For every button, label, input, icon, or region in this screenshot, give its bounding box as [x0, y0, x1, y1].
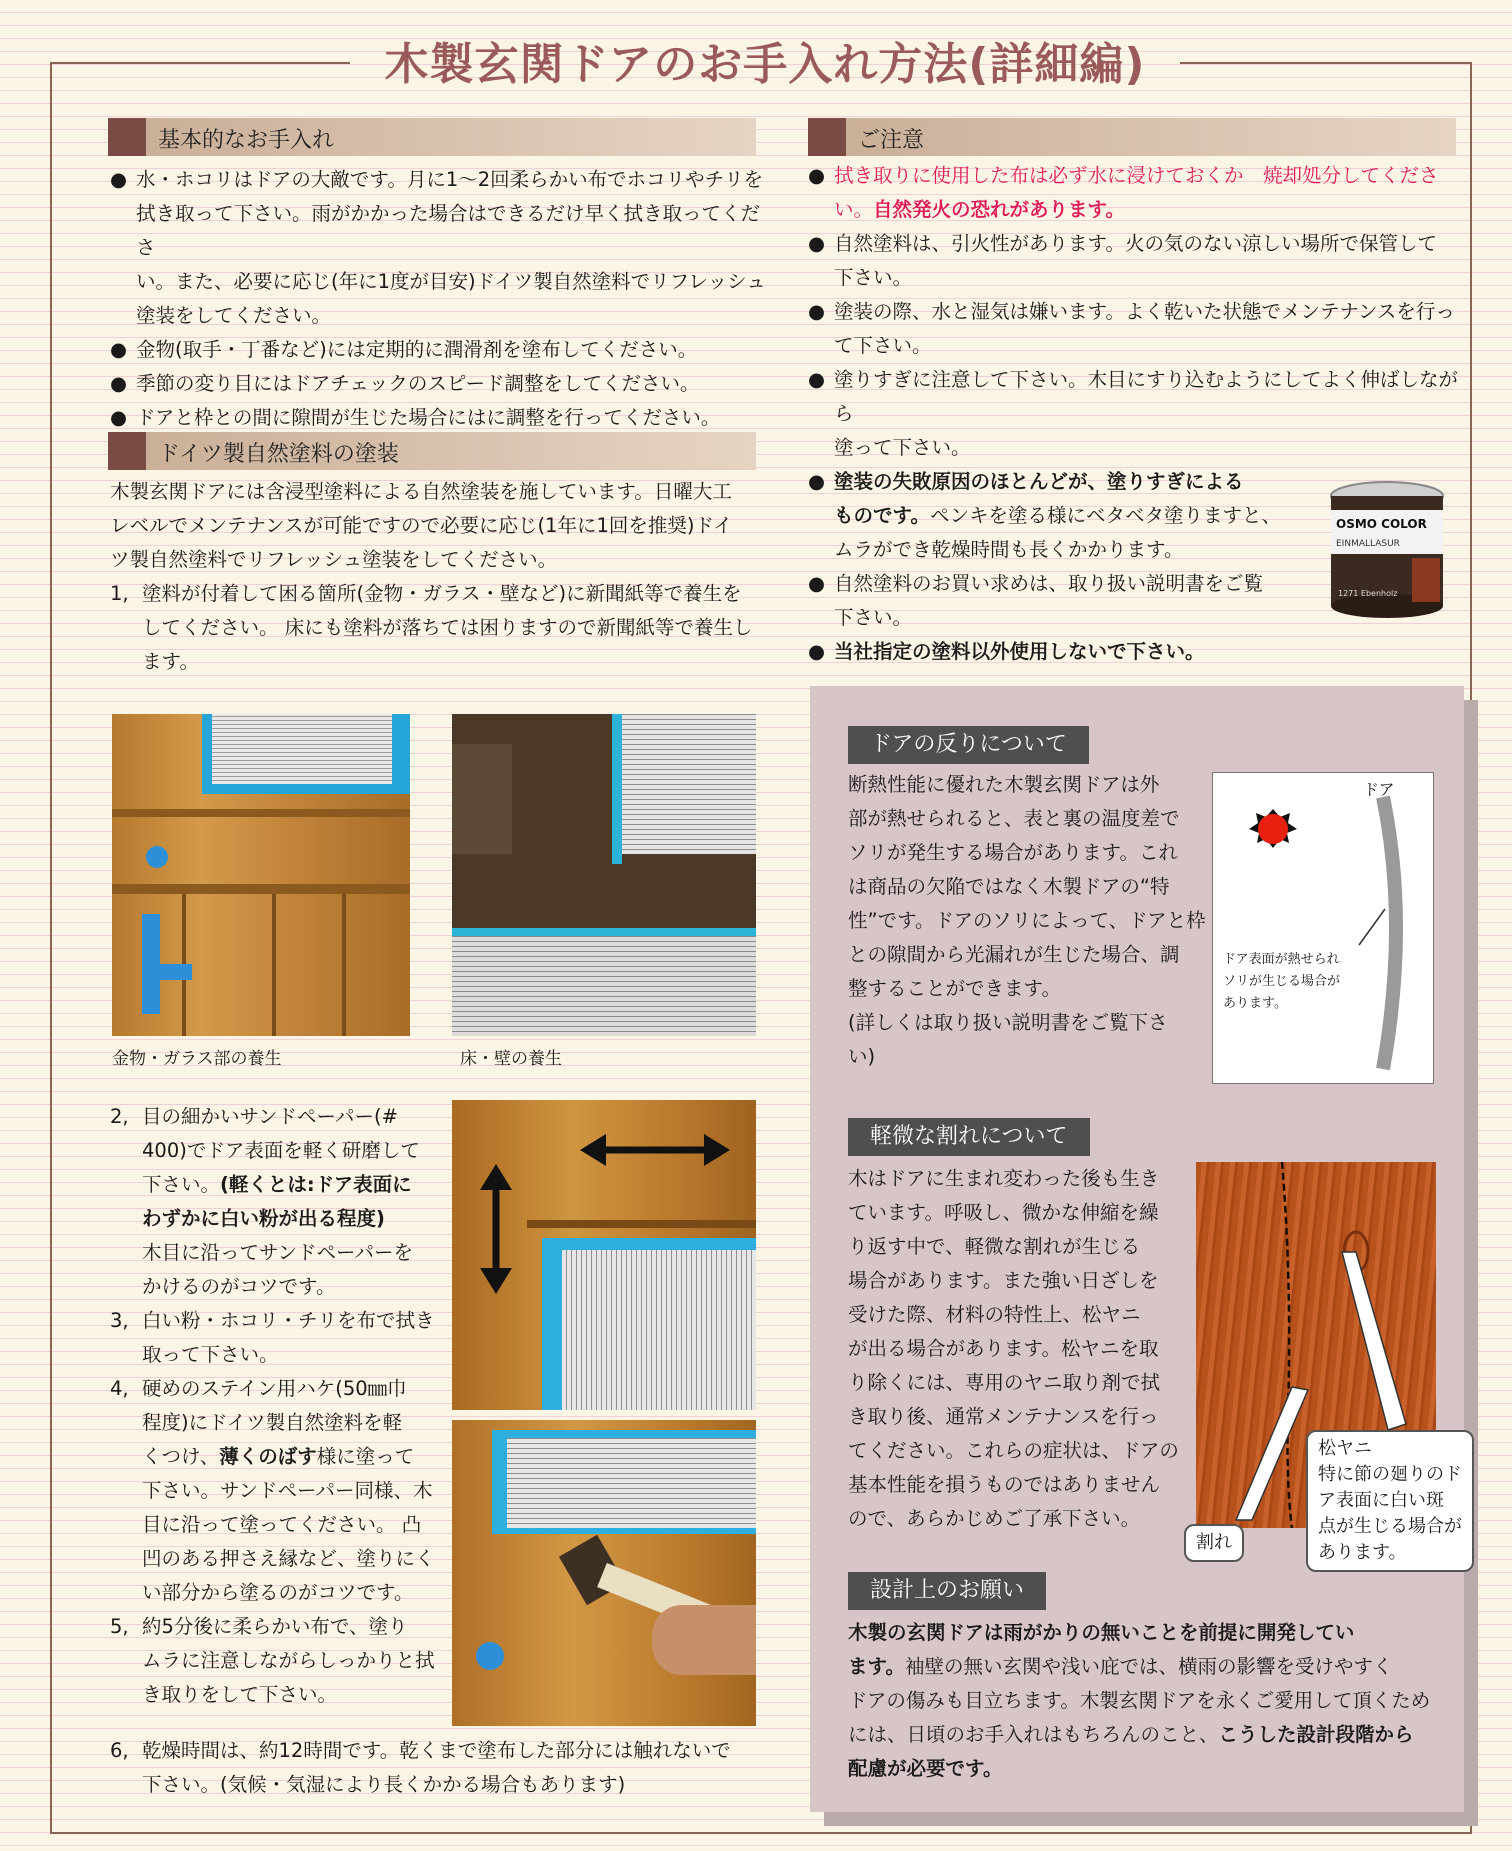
caution-heading: ご注意 [858, 128, 925, 153]
list-item: ● 拭き取りに使用した布は必ず水に浸けておくか 焼却処分してくださ い。自然発火の恐れがあります。 [808, 164, 1439, 221]
basic-care-header [108, 118, 756, 156]
list-item: ● 季節の変り目にはドアチェックのスピード調整をしてください。 [110, 372, 700, 395]
caution-header [808, 118, 1456, 156]
svg-text:EINMALLASUR: EINMALLASUR [1336, 539, 1400, 549]
list-item: ● ドアと枠との間に隙間が生じた場合にはに調整を行ってください。 [110, 406, 721, 429]
header-square [108, 432, 146, 470]
header-square [108, 118, 146, 156]
list-item: ● 金物(取手・丁番など)には定期的に潤滑剤を塗布してください。 [110, 338, 698, 361]
paint-can-image [1328, 480, 1446, 620]
painting-header [108, 432, 756, 470]
step-6: 6, 乾燥時間は、約12時間です。乾くまで塗布した部分には触れないで 下さい。(気候・気湿により長くかかる場合もあります) [110, 1739, 731, 1796]
resin-callout: 松ヤニ 特に節の廻りのド ア表面に白い斑 点が生じる場合が あります。 [1306, 1430, 1474, 1572]
step-5: 5, 約5分後に柔らかい布で、塗り ムラに注意しながらしっかりと拭 き取りをして下さい。 [110, 1615, 435, 1706]
list-item: ● 水・ホコリはドアの大敵です。月に1〜2回柔らかい布でホコリやチリを 拭き取って下さい。雨がかかった場合はできるだけ早く拭き取ってくださ い。また、必要に応じ(年に1度が目安)ドイツ製自然塗料でリフレッシュ 塗装をしてください。 [110, 168, 766, 327]
design-heading: 設計上のお願い [848, 1572, 1046, 1610]
frame-top-right [1180, 62, 1470, 64]
step-3: 3, 白い粉・ホコリ・チリを布で拭き 取って下さい。 [110, 1309, 435, 1366]
cracks-text: 木はドアに生まれ変わった後も生き ています。呼吸し、微かな伸縮を繰 り返す中で、軽微な割れが生じる 場合があります。また強い日ざしを 受けた際、材料の特性上、松ヤニ が出る場合があります。松ヤニを取 り除くには、専用のヤニ取り剤で拭 き取り後、通常メンテナンスを行っ てください。これらの症状は、ドアの 基本性能を損うものではありません ので、あらかじめご了承下さい。 [848, 1167, 1179, 1530]
warp-heading: ドアの反りについて [848, 726, 1089, 764]
list-item: ● 塗装の失敗原因のほとんどが、塗りすぎによる ものです。ペンキを塗る様にベタベタ塗りますと、 ムラができ乾燥時間も長くかかります。 [808, 470, 1281, 561]
crack-label-callout: 割れ [1184, 1524, 1244, 1562]
photo2-caption: 床・壁の養生 [460, 1049, 562, 1069]
step-4: 4, 硬めのステイン用ハケ(50㎜巾 程度)にドイツ製自然塗料を軽 くつけ、薄くのばす様に塗って 下さい。サンドペーパー同様、木 目に沿って塗ってください。 凸 凹のある押さえ縁など、塗りにく い部分から塗るのがコツです。 [110, 1377, 435, 1604]
warped-door-shape [1383, 797, 1396, 1069]
frame-top-left [50, 62, 350, 64]
photo-brushing [452, 1420, 756, 1726]
list-item: ● 塗装の際、水と湿気は嫌います。よく乾いた状態でメンテナンスを行っ て下さい。 [808, 300, 1455, 357]
page-title: 木製玄関ドアのお手入れ方法(詳細編) [384, 39, 1146, 90]
horizontal-arrow-icon [580, 1130, 730, 1170]
sun-icon [1258, 814, 1288, 844]
step-2: 2, 目の細かいサンドペーパー(# 400)でドア表面を軽く研磨して 下さい。(軽くとは:ドア表面に わずかに白い粉が出る程度) 木目に沿ってサンドペーパーを かけるのがコツです。 [110, 1105, 420, 1298]
step-1: 1, 塗料が付着して困る箇所(金物・ガラス・壁など)に新聞紙等で養生を してください。 床にも塗料が落ちては困りますので新聞紙等で養生し ます。 [110, 582, 753, 673]
photo-floor-masking [452, 714, 756, 1036]
steps-2-5 [110, 1100, 440, 1712]
design-text: 木製の玄関ドアは雨がかりの無いことを前提に開発してい ます。袖壁の無い玄関や浅い庇では、横雨の影響を受けやすく ドアの傷みも目立ちます。木製玄関ドアを永くご愛用して頂くため には、日頃のお手入れはもちろんのこと、こうした設計段階から 配慮が必要です。 [848, 1621, 1431, 1780]
warp-diagram [1212, 772, 1434, 1084]
basic-care-heading: 基本的なお手入れ [158, 128, 335, 153]
list-item: ● 当社指定の塗料以外使用しないで下さい。 [808, 640, 1205, 663]
vertical-arrow-icon [476, 1164, 516, 1294]
door-warp-svg [1213, 773, 1433, 1083]
painting-intro: 木製玄関ドアには含浸型塗料による自然塗装を施しています。日曜大工 レベルでメンテナンスが可能ですので必要に応じ(1年に1回を推奨)ドイ ツ製自然塗料でリフレッシュ塗装をしてください。 1, 塗料が付着して困る箇所(金物・ガラス・壁など)に新聞紙等で養生を してください。 床にも塗料が落ちては困りますので新聞紙等で養生し ます。 [110, 475, 770, 679]
svg-text:OSMO COLOR: OSMO COLOR [1336, 517, 1427, 531]
photo-hardware-masking [112, 714, 410, 1036]
painting-heading: ドイツ製自然塗料の塗装 [158, 442, 399, 467]
step-6-block [110, 1734, 770, 1802]
warp-text: 断熱性能に優れた木製玄関ドアは外 部が熱せられると、表と裏の温度差で ソリが発生する場合があります。これ は商品の欠陥ではなく木製ドアの“特 性”です。ドアのソリによって、ドアと枠 との隙間から光漏れが生じた場合、調 整することができます。 (詳しくは取り扱い説明書をご覧下さ い) [848, 773, 1206, 1068]
list-item: ● 塗りすぎに注意して下さい。木目にすり込むようにしてよく伸ばしながら 塗って下さい。 [808, 368, 1459, 459]
header-square [808, 118, 846, 156]
basic-care-list [110, 163, 770, 435]
diagram-note: ドア表面が熱せられ ソリが生じる場合が あります。 [1223, 952, 1341, 1011]
cracks-heading: 軽微な割れについて [848, 1118, 1090, 1156]
list-item: ● 自然塗料は、引火性があります。火の気のない涼しい場所で保管して 下さい。 [808, 232, 1437, 289]
list-item: ● 自然塗料のお買い求めは、取り扱い説明書をご覧 下さい。 [808, 572, 1264, 629]
svg-text:1271 Ebenholz: 1271 Ebenholz [1338, 589, 1398, 598]
door-label: ドア [1363, 780, 1395, 799]
photo1-caption: 金物・ガラス部の養生 [112, 1049, 282, 1069]
